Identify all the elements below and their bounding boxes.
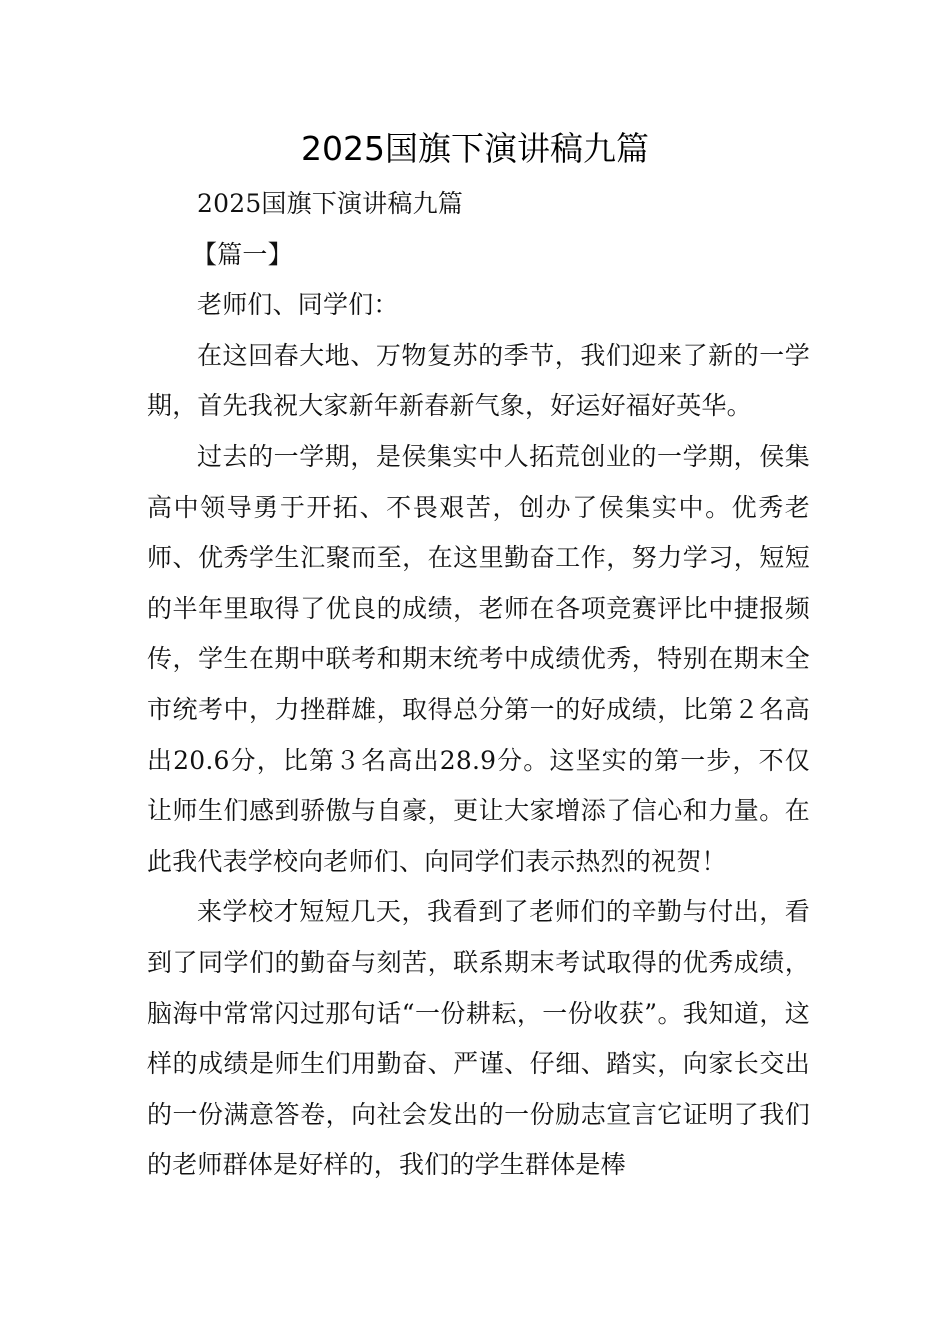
- paragraph: 在这回春大地、万物复苏的季节，我们迎来了新的一学期，首先我祝大家新年新春新气象，好运好福好英华。: [147, 340, 810, 421]
- salutation: 老师们、同学们：: [197, 290, 399, 320]
- section-heading: 【篇一】: [192, 239, 293, 269]
- document-body: [147, 179, 810, 1191]
- subtitle-line: 2025国旗下演讲稿九篇: [197, 189, 464, 218]
- paragraph: 过去的一学期，是侯集实中人拓荒创业的一学期，侯集高中领导勇于开拓、不畏艰苦，创办了侯集实中。优秀老师、优秀学生汇聚而至，在这里勤奋工作，努力学习，短短的半年里取得了优良的成绩，老师在各项竞赛评比中捷报频传，学生在期中联考和期末统考中成绩优秀，特别在期末全市统考中，力挫群雄，取得总分第一的好成绩，比第２名高出20.6分，比第３名高出28.9分。这坚实的第一步，不仅让师生们感到骄傲与自豪，更让大家增添了信心和力量。在此我代表学校向老师们、向同学们表示热烈的祝贺！: [147, 441, 810, 876]
- paragraph: 来学校才短短几天，我看到了老师们的辛勤与付出，看到了同学们的勤奋与刻苦，联系期末考试取得的优秀成绩，脑海中常常闪过那句话“一份耕耘，一份收获”。我知道，这样的成绩是师生们用勤奋、严谨、仔细、踏实，向家长交出的一份满意答卷，向社会发出的一份励志宣言它证明了我们的老师群体是好样的，我们的学生群体是棒: [147, 897, 810, 1180]
- page-title: 2025国旗下演讲稿九篇: [301, 129, 649, 168]
